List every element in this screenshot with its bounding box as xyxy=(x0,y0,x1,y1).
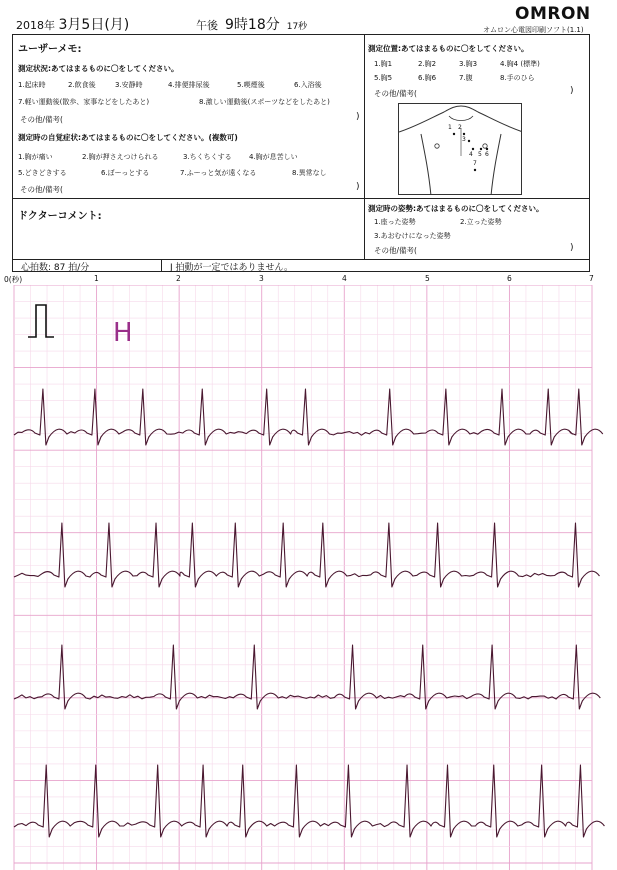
posture-other-close: ) xyxy=(570,243,574,253)
chest-point-label: 3 xyxy=(462,136,466,143)
posture-other-label: その他/備考( xyxy=(374,246,417,255)
situation-option[interactable]: 2.飲食後 xyxy=(68,81,96,89)
symptom-option[interactable]: 7.ふーっと気が遠くなる xyxy=(180,169,257,177)
symptom-option[interactable]: 8.異常なし xyxy=(292,169,327,177)
heart-rate-text: 心拍数: 87 拍/分 xyxy=(21,263,90,273)
result-row xyxy=(12,260,590,272)
omron-logo: OMRON xyxy=(515,4,591,24)
position-option[interactable]: 5.胸5 xyxy=(374,74,393,82)
doctor-comment-title: ドクターコメント: xyxy=(18,211,102,222)
chest-point-label: 2 xyxy=(458,124,462,131)
position-option[interactable]: 7.腹 xyxy=(459,74,473,82)
situation-option[interactable]: 4.排便排尿後 xyxy=(168,81,210,89)
position-title: 測定位置:あてはまるものに〇をしてください。 xyxy=(368,44,529,53)
form-divider-right xyxy=(364,198,590,199)
position-other-label: その他/備考( xyxy=(374,89,417,98)
position-option[interactable]: 3.胸3 xyxy=(459,60,478,68)
symptom-option[interactable]: 1.胸が痛い xyxy=(18,153,53,161)
situation-option[interactable]: 7.軽い運動後(散歩、家事などをしたあと) xyxy=(18,98,150,106)
symptom-option[interactable]: 3.ちくちくする xyxy=(183,153,232,161)
symptom-label: 測定時の自覚症状:あてはまるものに〇をしてください。(複数可) xyxy=(18,133,238,142)
chest-point-label: 5 xyxy=(478,151,482,158)
posture-option[interactable]: 3.あおむけになった姿勢 xyxy=(374,232,451,240)
ecg-trace-strip xyxy=(14,645,600,709)
posture-option[interactable]: 2.立った姿勢 xyxy=(460,218,502,226)
position-other-close: ) xyxy=(570,86,574,96)
time-text: 9時18分 xyxy=(225,17,280,33)
time-axis-origin: 0(秒) xyxy=(4,275,23,284)
chest-point-label: 6 xyxy=(485,151,489,158)
situation-label: 測定状況:あてはまるものに〇をしてください。 xyxy=(18,64,179,73)
time-tick-label: 3 xyxy=(259,274,264,283)
time-tick-label: 7 xyxy=(589,274,594,283)
time-tick-label: 6 xyxy=(507,274,512,283)
rhythm-message: J 拍動が一定ではありません。 xyxy=(170,263,294,273)
symptom-option[interactable]: 6.ぼーっとする xyxy=(101,169,150,177)
position-option[interactable]: 6.胸6 xyxy=(418,74,437,82)
symptom-option[interactable]: 2.胸が押さえつけられる xyxy=(82,153,159,161)
chest-point-label: 4 xyxy=(469,151,473,158)
torso-outline xyxy=(399,104,522,195)
handwritten-mark: H xyxy=(113,318,133,348)
date-text: 3月5日(月) xyxy=(58,17,130,33)
software-name: オムロン心電図印刷ソフト(1.1) xyxy=(483,26,584,34)
ecg-chart xyxy=(0,285,617,870)
situation-option[interactable]: 1.起床時 xyxy=(18,81,46,89)
posture-title: 測定時の姿勢:あてはまるものに〇をしてください。 xyxy=(368,204,544,213)
time-tick-label: 2 xyxy=(176,274,181,283)
time-tick-label: 5 xyxy=(425,274,430,283)
position-option[interactable]: 8.手のひら xyxy=(500,74,535,82)
situation-other-label: その他/備考( xyxy=(20,115,63,124)
ecg-traces xyxy=(14,389,604,837)
symptom-other-close: ) xyxy=(356,182,360,192)
chest-point-label: 7 xyxy=(473,160,477,167)
position-option[interactable]: 2.胸2 xyxy=(418,60,437,68)
record-date xyxy=(16,14,129,34)
situation-option[interactable]: 8.激しい運動後(スポーツなどをしたあと) xyxy=(199,98,330,106)
ampm-text: 午後 xyxy=(196,19,218,32)
year-text: 2018年 xyxy=(16,19,55,32)
position-option[interactable]: 1.胸1 xyxy=(374,60,393,68)
ecg-grid xyxy=(14,285,592,870)
time-tick-label: 1 xyxy=(94,274,99,283)
ecg-trace-strip xyxy=(14,765,604,837)
record-time xyxy=(196,14,307,34)
seconds-text: 17秒 xyxy=(286,22,308,32)
situation-option[interactable]: 6.入浴後 xyxy=(294,81,322,89)
chest-electrode-diagram xyxy=(398,103,522,195)
symptom-other-label: その他/備考( xyxy=(20,185,63,194)
result-row-divider xyxy=(161,260,162,272)
posture-option[interactable]: 1.座った姿勢 xyxy=(374,218,416,226)
chest-point-label: 1 xyxy=(448,124,452,131)
situation-option[interactable]: 5.喫煙後 xyxy=(237,81,265,89)
calibration-pulse xyxy=(28,305,54,337)
position-option[interactable]: 4.胸4 (標準) xyxy=(500,60,540,68)
symptom-option[interactable]: 5.どきどきする xyxy=(18,169,67,177)
symptom-option[interactable]: 4.胸が息苦しい xyxy=(249,153,298,161)
situation-option[interactable]: 3.安静時 xyxy=(115,81,143,89)
user-memo-title: ユーザーメモ: xyxy=(18,44,82,55)
time-tick-label: 4 xyxy=(342,274,347,283)
situation-other-close: ) xyxy=(356,112,360,122)
form-vertical-divider xyxy=(364,34,365,260)
form-divider-left xyxy=(12,198,365,199)
